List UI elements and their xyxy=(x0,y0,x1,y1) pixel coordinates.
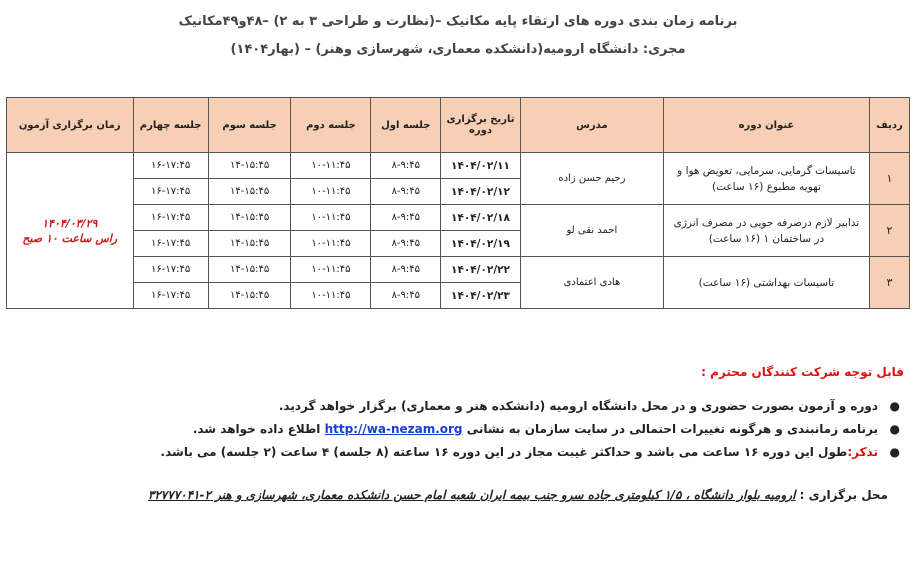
session-1-time: ۸-۹:۴۵ xyxy=(371,231,441,257)
session-2-time: ۱۰-۱۱:۴۵ xyxy=(291,283,371,309)
session-1-time: ۸-۹:۴۵ xyxy=(371,153,441,179)
notice-list xyxy=(160,395,900,464)
note-text: برنامه زمانبندی و هرگونه تغییرات احتمالی در سایت سازمان به نشانی xyxy=(466,422,878,436)
header-course-title: عنوان دوره xyxy=(664,98,870,153)
course-teacher: رحیم حسن زاده xyxy=(520,153,663,205)
header-exam-time: زمان برگزاری آزمون xyxy=(7,98,134,153)
session-2-time: ۱۰-۱۱:۴۵ xyxy=(291,231,371,257)
website-link[interactable]: http://wa-nezam.org xyxy=(324,422,463,436)
header-course-date: تاریخ برگزاری دوره xyxy=(441,98,521,153)
session-2-time: ۱۰-۱۱:۴۵ xyxy=(291,153,371,179)
page-subtitle: مجری: دانشگاه ارومیه(دانشکده معماری، شهرسازی وهنر) – (بهار۱۴۰۴) xyxy=(230,42,686,57)
header-session-1: جلسه اول xyxy=(371,98,441,153)
bullet-icon: ● xyxy=(889,445,900,459)
session-3-time: ۱۴-۱۵:۴۵ xyxy=(208,153,291,179)
header-session-2: جلسه دوم xyxy=(291,98,371,153)
note-text: طول این دوره ۱۶ ساعت می باشد و حداکثر غیبت مجاز در این دوره ۱۶ ساعته (۸ جلسه) ۴ ساعت (۲ جلسه) می باشد. xyxy=(160,445,848,459)
session-1-time: ۸-۹:۴۵ xyxy=(371,179,441,205)
session-2-time: ۱۰-۱۱:۴۵ xyxy=(291,179,371,205)
course-title: تاسیسات گرمایی، سرمایی، تعویض هوا و تهویه مطبوع (۱۶ ساعت) xyxy=(664,153,870,205)
session-4-time: ۱۶-۱۷:۴۵ xyxy=(133,205,208,231)
list-item xyxy=(160,441,900,464)
session-4-time: ۱۶-۱۷:۴۵ xyxy=(133,153,208,179)
table-row xyxy=(7,153,910,179)
course-date: ۱۴۰۴/۰۲/۲۳ xyxy=(441,283,521,309)
row-number: ۲ xyxy=(869,205,909,257)
course-date: ۱۴۰۴/۰۲/۱۹ xyxy=(441,231,521,257)
note-prefix: تذکر: xyxy=(847,445,878,459)
exam-date: ۱۴۰۴/۰۳/۲۹ xyxy=(42,216,98,230)
row-number: ۳ xyxy=(869,257,909,309)
course-teacher: احمد نقی لو xyxy=(520,205,663,257)
table-header-row xyxy=(7,98,910,153)
exam-time: راس ساعت ۱۰ صبح xyxy=(22,231,118,245)
course-date: ۱۴۰۴/۰۲/۱۱ xyxy=(441,153,521,179)
table-row xyxy=(7,257,910,283)
bullet-icon: ● xyxy=(889,399,900,413)
notice-heading: قابل توجه شرکت کنندگان محترم : xyxy=(701,365,904,379)
note-text: اطلاع داده خواهد شد. xyxy=(192,422,321,436)
venue-label: محل برگزاری : xyxy=(799,488,888,502)
session-3-time: ۱۴-۱۵:۴۵ xyxy=(208,283,291,309)
course-title: تدابیر لازم درصرفه جویی در مصرف انرژی در ساختمان ۱ (۱۶ ساعت) xyxy=(664,205,870,257)
bullet-icon: ● xyxy=(889,422,900,436)
list-item xyxy=(161,395,900,418)
session-4-time: ۱۶-۱۷:۴۵ xyxy=(133,231,208,257)
session-2-time: ۱۰-۱۱:۴۵ xyxy=(291,205,371,231)
list-item xyxy=(161,418,900,441)
session-1-time: ۸-۹:۴۵ xyxy=(371,257,441,283)
header-teacher: مدرس xyxy=(520,98,663,153)
session-4-time: ۱۶-۱۷:۴۵ xyxy=(133,257,208,283)
session-2-time: ۱۰-۱۱:۴۵ xyxy=(291,257,371,283)
session-1-time: ۸-۹:۴۵ xyxy=(371,205,441,231)
row-number: ۱ xyxy=(869,153,909,205)
exam-cell xyxy=(7,153,134,309)
session-3-time: ۱۴-۱۵:۴۵ xyxy=(208,231,291,257)
session-3-time: ۱۴-۱۵:۴۵ xyxy=(208,179,291,205)
course-date: ۱۴۰۴/۰۲/۱۸ xyxy=(441,205,521,231)
venue-address: ارومیه بلوار دانشگاه ، ۱/۵ کیلومتری جاده سرو جنب بیمه ایران شعبه امام حسن دانشکده معماری، شهرسازی و هنر ۲-۳۲۷۷۷۰۴۱ xyxy=(147,488,796,502)
page-title: برنامه زمان بندی دوره های ارتقاء پایه مکانیک –(نظارت و طراحی ۳ به ۲) –۴۸و۴۹مکانیک xyxy=(178,14,738,29)
session-3-time: ۱۴-۱۵:۴۵ xyxy=(208,205,291,231)
course-teacher: هادی اعتمادی xyxy=(520,257,663,309)
session-4-time: ۱۶-۱۷:۴۵ xyxy=(133,179,208,205)
course-title: تاسیسات بهداشتی (۱۶ ساعت) xyxy=(664,257,870,309)
schedule-table xyxy=(6,97,910,309)
course-date: ۱۴۰۴/۰۲/۱۲ xyxy=(441,179,521,205)
table-row xyxy=(7,205,910,231)
header-row-number: ردیف xyxy=(869,98,909,153)
session-4-time: ۱۶-۱۷:۴۵ xyxy=(133,283,208,309)
header-session-3: جلسه سوم xyxy=(208,98,291,153)
venue-line xyxy=(148,488,888,502)
header-session-4: جلسه چهارم xyxy=(133,98,208,153)
course-date: ۱۴۰۴/۰۲/۲۲ xyxy=(441,257,521,283)
note-text: دوره و آزمون بصورت حضوری و در محل دانشگاه ارومیه (دانشکده هنر و معماری) برگزار خواهد گردید. xyxy=(278,399,878,413)
session-3-time: ۱۴-۱۵:۴۵ xyxy=(208,257,291,283)
session-1-time: ۸-۹:۴۵ xyxy=(371,283,441,309)
